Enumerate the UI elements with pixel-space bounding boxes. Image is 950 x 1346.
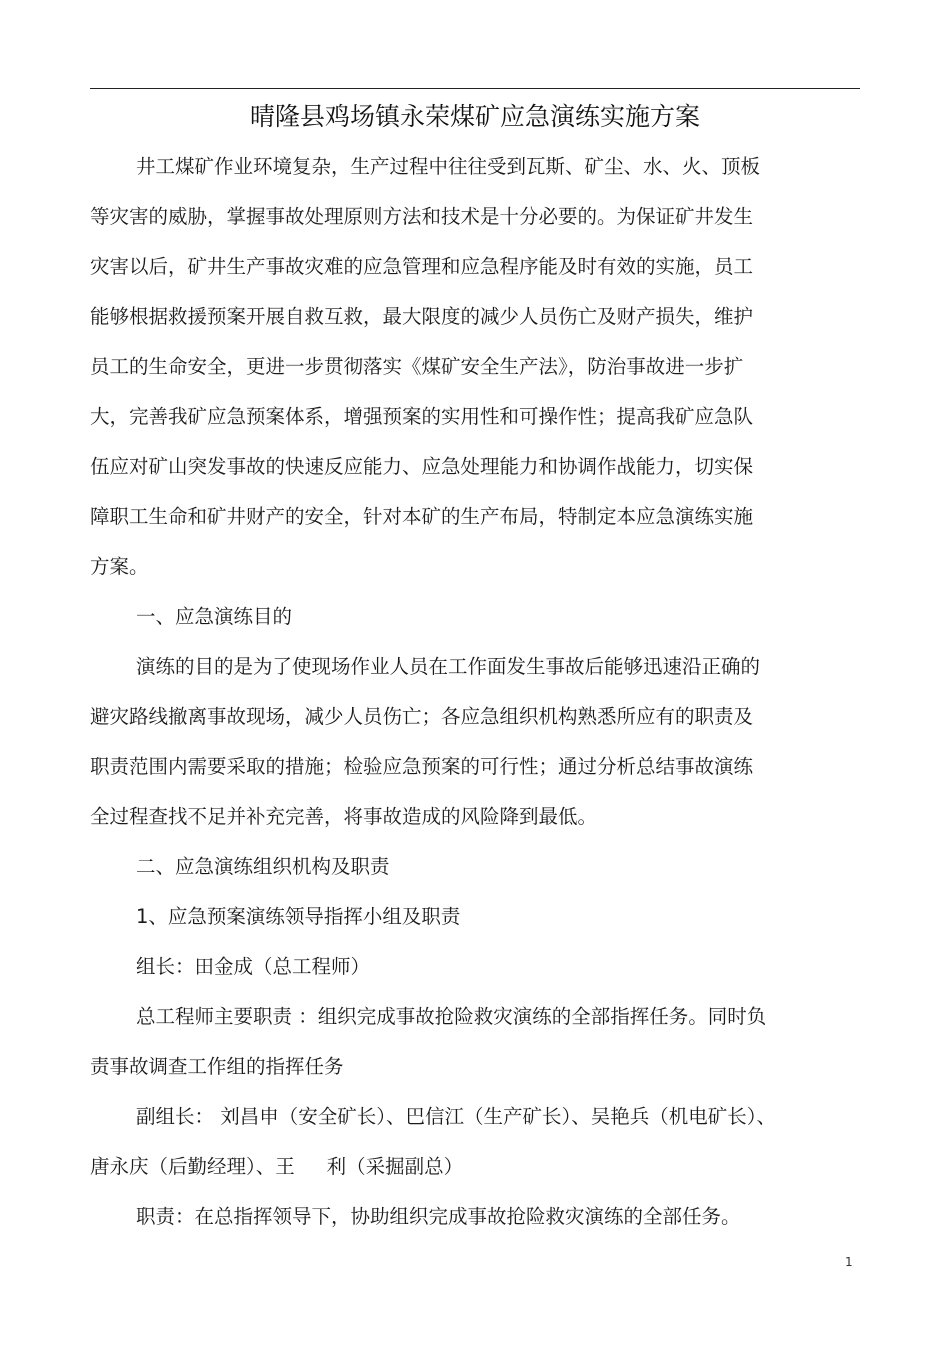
- text-line: 员工的生命安全，更进一步贯彻落实《煤矿安全生产法》，防治事故进一步扩: [90, 355, 744, 378]
- text-line: 伍应对矿山突发事故的快速反应能力、应急处理能力和协调作战能力，切实保: [90, 455, 754, 478]
- text-line: 等灾害的威胁，掌握事故处理原则方法和技术是十分必要的。为保证矿井发生: [90, 205, 754, 228]
- text-line: 组长：田金成（总工程师）: [136, 955, 371, 978]
- section-heading: 一、应急演练目的: [136, 605, 293, 628]
- text-line: 演练的目的是为了使现场作业人员在工作面发生事故后能够迅速沿正确的: [136, 655, 761, 678]
- text-line: 避灾路线撤离事故现场，减少人员伤亡；各应急组织机构熟悉所应有的职责及: [90, 705, 754, 728]
- document-title: 晴隆县鸡场镇永荣煤矿应急演练实施方案: [249, 102, 700, 131]
- text-line: 灾害以后，矿井生产事故灾难的应急管理和应急程序能及时有效的实施，员工: [90, 255, 754, 278]
- text-line: 职责范围内需要采取的措施；检验应急预案的可行性；通过分析总结事故演练: [90, 755, 754, 778]
- text-line: 方案。: [90, 555, 149, 578]
- page-number: 1: [845, 1255, 853, 1269]
- text-line: 责事故调查工作组的指挥任务: [90, 1055, 344, 1078]
- text-line: 全过程查找不足并补充完善，将事故造成的风险降到最低。: [90, 805, 598, 828]
- text-line: 大，完善我矿应急预案体系，增强预案的实用性和可操作性；提高我矿应急队: [90, 405, 754, 428]
- header-rule: [90, 88, 860, 89]
- text-line: 总工程师主要职责 ：组织完成事故抢险救灾演练的全部指挥任务。同时负: [136, 1005, 767, 1028]
- text-line: 职责：在总指挥领导下，协助组织完成事故抢险救灾演练的全部任务。: [136, 1205, 741, 1228]
- text-line: 障职工生命和矿井财产的安全，针对本矿的生产布局，特制定本应急演练实施: [90, 505, 754, 528]
- subsection-heading: 1、应急预案演练领导指挥小组及职责: [136, 905, 461, 928]
- section-heading: 二、应急演练组织机构及职责: [136, 855, 390, 878]
- text-line: 井工煤矿作业环境复杂，生产过程中往往受到瓦斯、矿尘、水、火、顶板: [136, 155, 761, 178]
- text-line: 能够根据救援预案开展自救互救，最大限度的减少人员伤亡及财产损失，维护: [90, 305, 754, 328]
- text-line: 副组长： 刘昌申（安全矿长）、巴信江（生产矿长）、吴艳兵（机电矿长）、: [136, 1105, 776, 1128]
- text-line: 唐永庆（后勤经理）、王 利（采掘副总）: [90, 1155, 464, 1178]
